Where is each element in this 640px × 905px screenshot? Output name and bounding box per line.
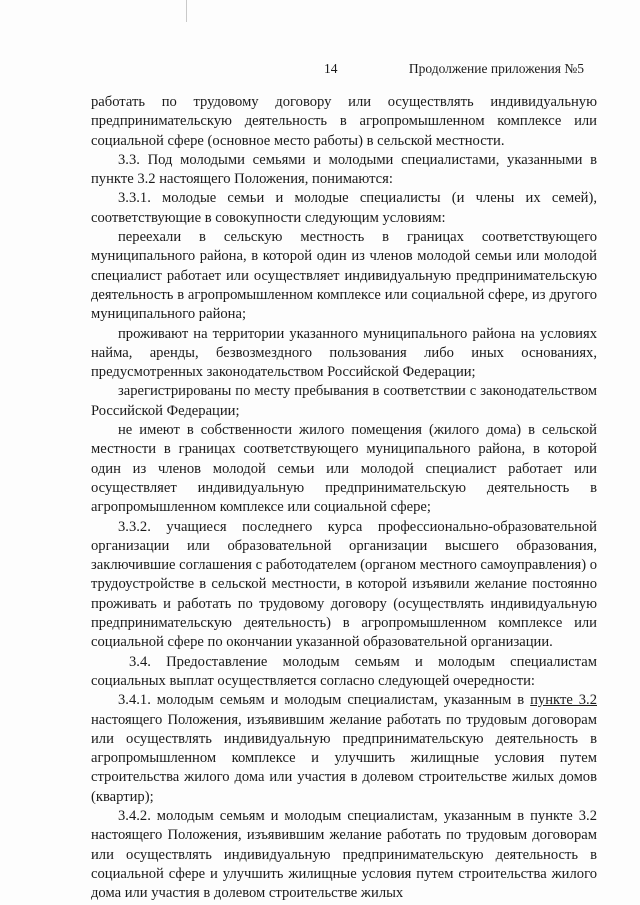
paragraph-3-3-1: 3.3.1. молодые семьи и молодые специалисты (и члены их семей), соответствующие в совокупности следующим условиям: xyxy=(91,190,597,226)
condition-moved: переехали в сельскую местность в границах соответствующего муниципального района, в которой один из членов молодой семьи или молодой специалист работает или осуществляет индивидуальную предпринимательскую деятельность в агропромышленном комплексе или социальной сфере, из другого муниципального района; xyxy=(91,229,597,323)
paragraph-3-4-2: 3.4.2. молодым семьям и молодым специалистам, указанным в пункте 3.2 настоящего Положения, изъявившим желание работать по трудовым договорам или осуществлять индивидуальную предпринимательскую деятельность в социальной сфере и улучшить жилищные условия путем строительства жилого дома или участия в долевом строительстве жилых xyxy=(91,807,597,902)
condition-registered: зарегистрированы по месту пребывания в соответствии с законодательством Российской Федерации; xyxy=(91,383,597,419)
page-header xyxy=(0,61,640,81)
clause-3-2-link[interactable]: пункте 3.2 xyxy=(530,692,597,709)
page-number: 14 xyxy=(324,61,338,76)
paragraph-continuation: работать по трудовому договору или осуществлять индивидуальную предпринимательскую деятельность в агропромышленном комплексе или социальной сфере (основное место работы) в сельской местности. xyxy=(91,94,597,149)
paragraph-3-4-1-end: настоящего Положения, изъявившим желание работать по трудовым договорам или осуществлять индивидуальную предпринимательскую деятельность в агропромышленном комплексе и улучшить жилищные условия путем строительства жилого дома или участия в долевом строительстве жилых домов (квартир); xyxy=(91,711,597,805)
paragraph-3-4-1 xyxy=(91,691,597,807)
paragraph-3-3: 3.3. Под молодыми семьями и молодыми специалистами, указанными в пункте 3.2 настоящего Положения, понимаются: xyxy=(91,151,597,188)
appendix-continuation-note: Продолжение приложения №5 xyxy=(408,61,584,76)
paragraph-3-4-1-start: 3.4.1. молодым семьям и молодым специалистам, указанным в xyxy=(118,692,531,709)
document-body xyxy=(91,93,597,903)
paragraph-3-4: 3.4. Предоставление молодым семьям и молодым специалистам социальных выплат осуществляется согласно следующей очередности: xyxy=(91,653,597,689)
condition-no-property: не имеют в собственности жилого помещения (жилого дома) в сельской местности в границах соответствующего муниципального района, в которой один из членов молодой семьи или молодой специалист работает или осуществляет индивидуальную предпринимательскую деятельность в агропромышленном комплексе или социальной сфере; xyxy=(91,422,597,516)
scan-artifact-line xyxy=(186,0,187,22)
condition-reside: проживают на территории указанного муниципального района на условиях найма, аренды, безвозмездного пользования либо иных основаниях, предусмотренных законодательством Российской Федерации; xyxy=(91,325,597,381)
paragraph-3-3-2: 3.3.2. учащиеся последнего курса профессионально-образовательной организации или образовательной организации высшего образования, заключившие соглашения с работодателем (органом местного самоуправления) о трудоустройстве в сельской местности, в которой изъявили желание постоянно проживать и работать по трудовому договору (осуществлять индивидуальную предпринимательскую деятельность) в агропромышленном комплексе или социальной сфере по окончании указанной образовательной организации. xyxy=(91,518,597,651)
